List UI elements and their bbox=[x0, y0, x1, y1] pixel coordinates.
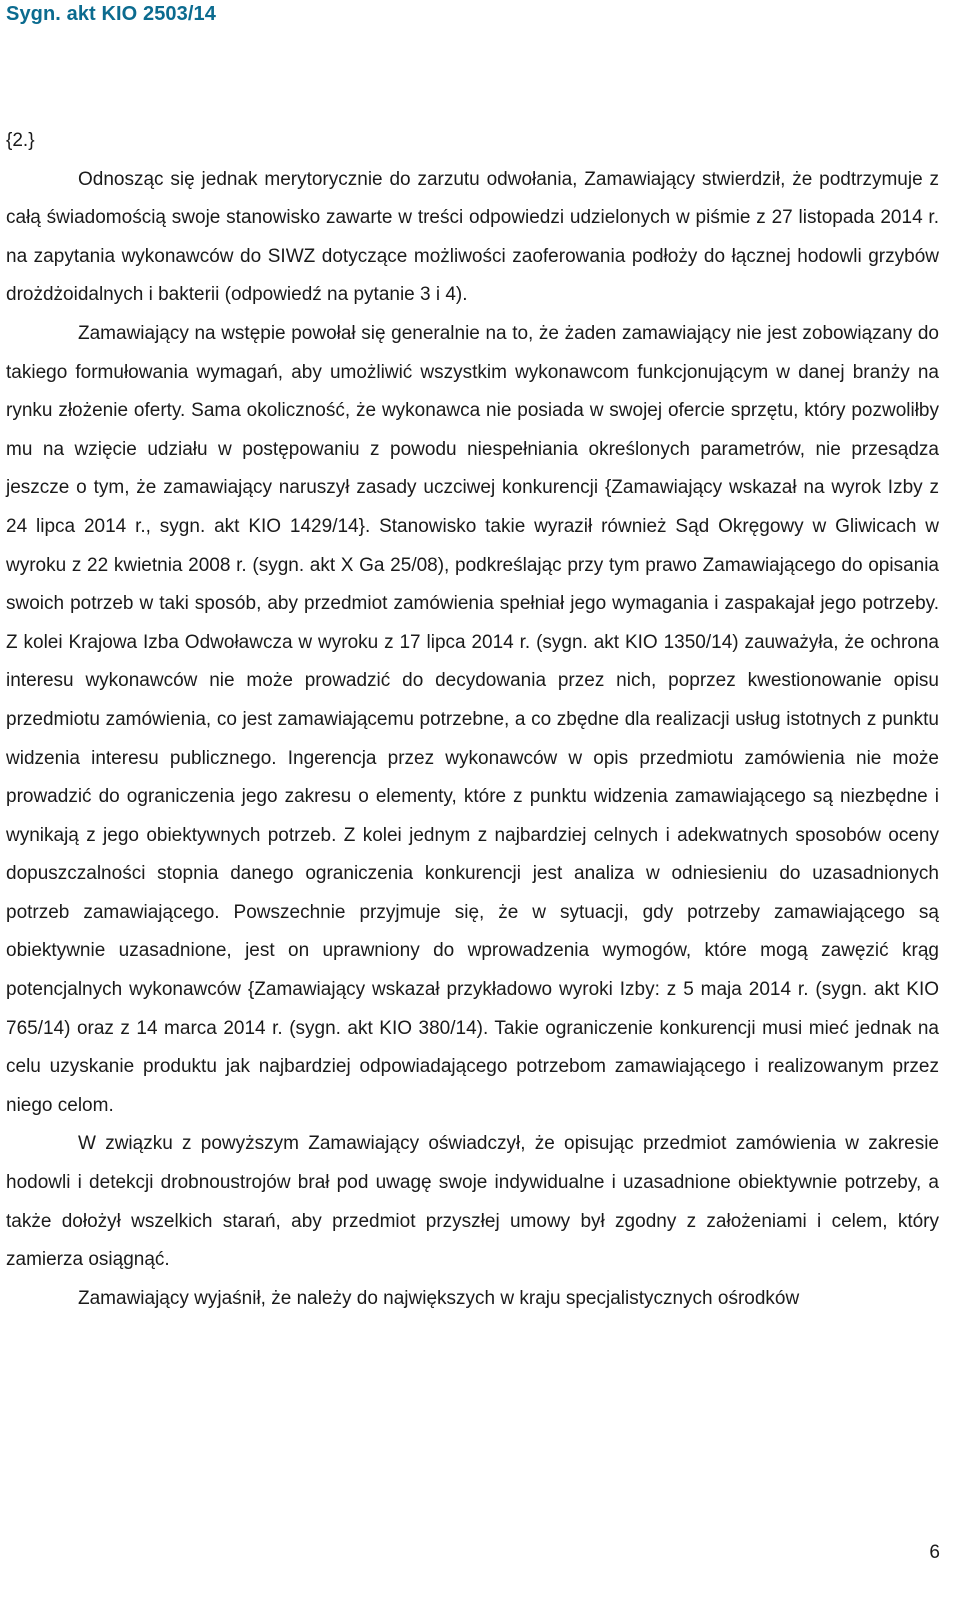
case-reference-header: Sygn. akt KIO 2503/14 bbox=[6, 3, 216, 25]
page-number: 6 bbox=[929, 1542, 940, 1563]
paragraph-1: Odnosząc się jednak merytorycznie do zarzutu odwołania, Zamawiający stwierdził, że podtrzymuje z całą świadomością swoje stanowisko zawarte w treści odpowiedzi udzielonych w piśmie z 27 listopada 2014 r. na zapytania wykonawców do SIWZ dotyczące możliwości zaoferowania podłoży do łącznej hodowli grzybów drożdżoidalnych i bakterii (odpowiedź na pytanie 3 i 4). bbox=[6, 168, 939, 306]
paragraph-3: W związku z powyższym Zamawiający oświadczył, że opisując przedmiot zamówienia w zakresie hodowli i detekcji drobnoustrojów brał pod uwagę swoje indywidualne i uzasadnione obiektywnie potrzeby, a także dołożył wszelkich starań, aby przedmiot przyszłej umowy był zgodny z założeniami i celem, który zamierza osiągnąć. bbox=[6, 1133, 939, 1271]
paragraph-2: Zamawiający na wstępie powołał się generalnie na to, że żaden zamawiający nie jest zobowiązany do takiego formułowania wymagań, aby umożliwić wszystkim wykonawcom funkcjonującym w danej branży na rynku złożenie oferty. Sama okoliczność, że wykonawca nie posiada w swojej ofercie sprzętu, który pozwoliłby mu na wzięcie udziału w postępowaniu z powodu niespełniania określonych parametrów, nie przesądza jeszcze o tym, że zamawiający naruszył zasady uczciwej konkurencji {Zamawiający wskazał na wyrok Izby z 24 lipca 2014 r., sygn. akt KIO 1429/14}. Stanowisko takie wyraził również Sąd Okręgowy w Gliwicach w wyroku z 22 kwietnia 2008 r. (sygn. akt X Ga 25/08), podkreślając przy tym prawo Zamawiającego do opisania swoich potrzeb w taki sposób, aby przedmiot zamówienia spełniał jego wymagania i zaspakajał jego potrzeby. Z kolei Krajowa Izba Odwoławcza w wyroku z 17 lipca 2014 r. (sygn. akt KIO 1350/14) zauważyła, że ochrona interesu wykonawców nie może prowadzić do decydowania przez nich, poprzez kwestionowanie opisu przedmiotu zamówienia, co jest zamawiającemu potrzebne, a co zbędne dla realizacji usług istotnych z punktu widzenia interesu publicznego. Ingerencja przez wykonawców w opis przedmiotu zamówienia nie może prowadzić do ograniczenia jego zakresu o elementy, które z punktu widzenia zamawiającego są niezbędne i wynikają z jego obiektywnych potrzeb. Z kolei jednym z najbardziej celnych i adekwatnych sposobów oceny dopuszczalności stopnia danego ograniczenia konkurencji jest analiza w odniesieniu do uzasadnionych potrzeb zamawiającego. Powszechnie przyjmuje się, że w sytuacji, gdy potrzeby zamawiającego są obiektywnie uzasadnione, jest on uprawniony do wprowadzenia wymogów, które mogą zawęzić krąg potencjalnych wykonawców {Zamawiający wskazał przykładowo wyroki Izby: z 5 maja 2014 r. (sygn. akt KIO 765/14) oraz z 14 marca 2014 r. (sygn. akt KIO 380/14). Takie ograniczenie konkurencji musi mieć jednak na celu uzyskanie produktu jak najbardziej odpowiadającego potrzebom zamawiającego i realizowanym przez niego celom. bbox=[6, 322, 939, 1116]
document-body bbox=[6, 122, 939, 1318]
section-marker: {2.} bbox=[6, 130, 35, 151]
paragraph-4: Zamawiający wyjaśnił, że należy do największych w kraju specjalistycznych ośrodków bbox=[78, 1287, 800, 1309]
